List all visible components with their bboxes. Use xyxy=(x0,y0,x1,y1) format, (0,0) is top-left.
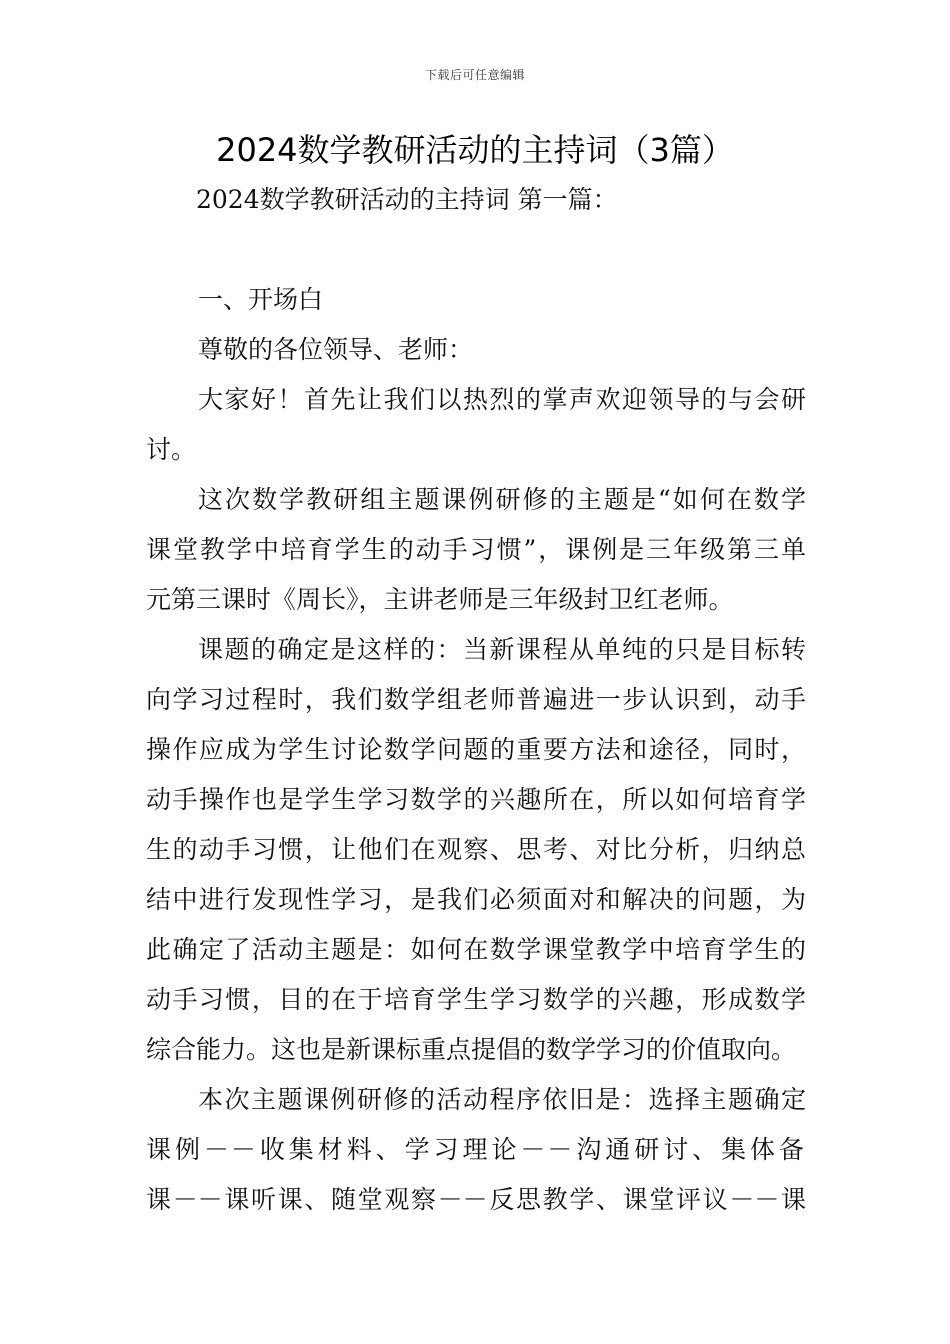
paragraph-line: 课例－－收集材料、学习理论－－沟通研讨、集体备 xyxy=(146,1135,806,1164)
document-title: 2024数学教研活动的主持词（3篇） xyxy=(216,131,734,169)
paragraph-line: 课题的确定是这样的：当新课程从单纯的只是目标转 xyxy=(198,635,806,664)
paragraph-line: 课－－课听课、随堂观察－－反思教学、课堂评议－－课 xyxy=(146,1185,806,1214)
paragraph-line: 元第三课时《周长》，主讲老师是三年级封卫红老师。 xyxy=(146,585,734,614)
paragraph-line: 结中进行发现性学习，是我们必须面对和解决的问题，为 xyxy=(146,885,806,914)
paragraph-line: 大家好！首先让我们以热烈的掌声欢迎领导的与会研 xyxy=(198,385,806,414)
paragraph-line: 此确定了活动主题是：如何在数学课堂教学中培育学生的 xyxy=(146,935,806,964)
paragraph-line: 动手习惯，目的在于培育学生学习数学的兴趣，形成数学 xyxy=(146,985,806,1014)
paragraph-line: 综合能力。这也是新课标重点提倡的数学学习的价值取向。 xyxy=(146,1035,797,1064)
paragraph-line: 尊敬的各位领导、老师： xyxy=(198,335,474,364)
header-note: 下载后可任意编辑 xyxy=(424,68,525,82)
paragraph-line: 本次主题课例研修的活动程序依旧是：选择主题确定 xyxy=(198,1085,806,1114)
paragraph-line: 向学习过程时，我们数学组老师普遍进一步认识到，动手 xyxy=(146,685,806,714)
paragraph-line: 这次数学教研组主题课例研修的主题是“如何在数学 xyxy=(198,485,806,514)
paragraph-line: 操作应成为学生讨论数学问题的重要方法和途径，同时， xyxy=(146,735,806,764)
document-subtitle: 2024数学教研活动的主持词 第一篇： xyxy=(196,185,618,214)
paragraph-line: 讨。 xyxy=(146,435,197,464)
paragraph-line: 生的动手习惯，让他们在观察、思考、对比分析，归纳总 xyxy=(146,835,806,864)
paragraph-line: 动手操作也是学生学习数学的兴趣所在，所以如何培育学 xyxy=(146,785,806,814)
section-heading: 一、开场白 xyxy=(198,285,324,314)
paragraph-line: 课堂教学中培育学生的动手习惯”，课例是三年级第三单 xyxy=(146,535,806,564)
